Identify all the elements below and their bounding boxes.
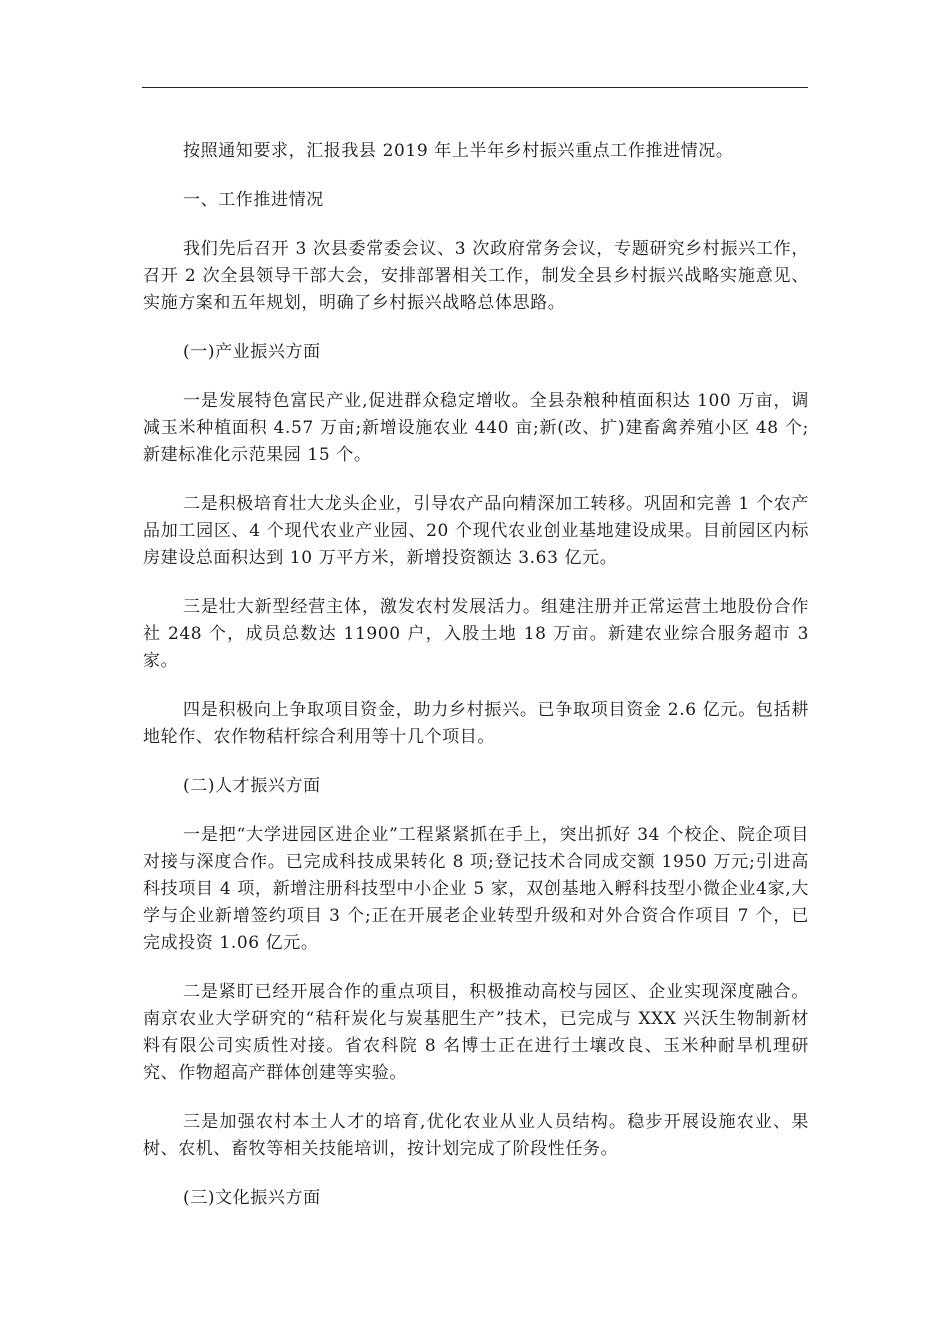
document-body	[143, 138, 809, 1234]
talent-paragraph-1: 一是把“大学进园区进企业”工程紧紧抓在手上，突出抓好 34 个校企、院企项目对接与深度合作。已完成科技成果转化 8 项;登记技术合同成交额 1950 万元;引进高科技项目 4 项，新增注册科技型中小企业 5 家，双创基地入孵科技型小微企业4家,大学与企业新增签约项目 3 个;正在开展老企业转型升级和对外合资合作项目 7 个，已完成投资 1.06 亿元。	[143, 825, 809, 953]
section-heading-1: 一、工作推进情况	[183, 190, 324, 210]
industry-paragraph-2: 二是积极培育壮大龙头企业，引导农产品向精深加工转移。巩固和完善 1 个农产品加工园区、4 个现代农业产业园、20 个现代农业创业基地建设成果。目前园区内标房建设总面积达到 10 万平方米，新增投资额达 3.63 亿元。	[143, 494, 809, 568]
industry-paragraph-1: 一是发展特色富民产业,促进群众稳定增收。全县杂粮种植面积达 100 万亩，调减玉米种植面积 4.57 万亩;新增设施农业 440 亩;新(改、扩)建畜禽养殖小区 48 个;新建标准化示范果园 15 个。	[143, 391, 809, 465]
intro-paragraph: 按照通知要求，汇报我县 2019 年上半年乡村振兴重点工作推进情况。	[183, 141, 734, 161]
subsection-heading-culture: (三)文化振兴方面	[183, 1188, 321, 1208]
industry-paragraph-4: 四是积极向上争取项目资金，助力乡村振兴。已争取项目资金 2.6 亿元。包括耕地轮作、农作物秸杆综合利用等十几个项目。	[143, 700, 809, 747]
section-1-paragraph: 我们先后召开 3 次县委常委会议、3 次政府常务会议，专题研究乡村振兴工作，召开 2 次全县领导干部大会，安排部署相关工作，制发全县乡村振兴战略实施意见、实施方案和五年规划，明确了乡村振兴战略总体思路。	[143, 239, 809, 313]
talent-paragraph-2: 二是紧盯已经开展合作的重点项目，积极推动高校与园区、企业实现深度融合。南京农业大学研究的“秸秆炭化与炭基肥生产”技术，已完成与 XXX 兴沃生物制新材料有限公司实质性对接。省农科院 8 名博士正在进行土壤改良、玉米种耐旱机理研究、作物超高产群体创建等实验。	[143, 982, 809, 1083]
subsection-heading-industry: (一)产业振兴方面	[183, 342, 321, 362]
subsection-heading-talent: (二)人才振兴方面	[183, 776, 321, 796]
header-rule	[142, 87, 808, 88]
talent-paragraph-3: 三是加强农村本土人才的培育,优化农业从业人员结构。稳步开展设施农业、果树、农机、畜牧等相关技能培训，按计划完成了阶段性任务。	[143, 1112, 809, 1159]
industry-paragraph-3: 三是壮大新型经营主体，激发农村发展活力。组建注册并正常运营土地股份合作社 248 个，成员总数达 11900 户，入股土地 18 万亩。新建农业综合服务超市 3 家。	[143, 597, 809, 671]
